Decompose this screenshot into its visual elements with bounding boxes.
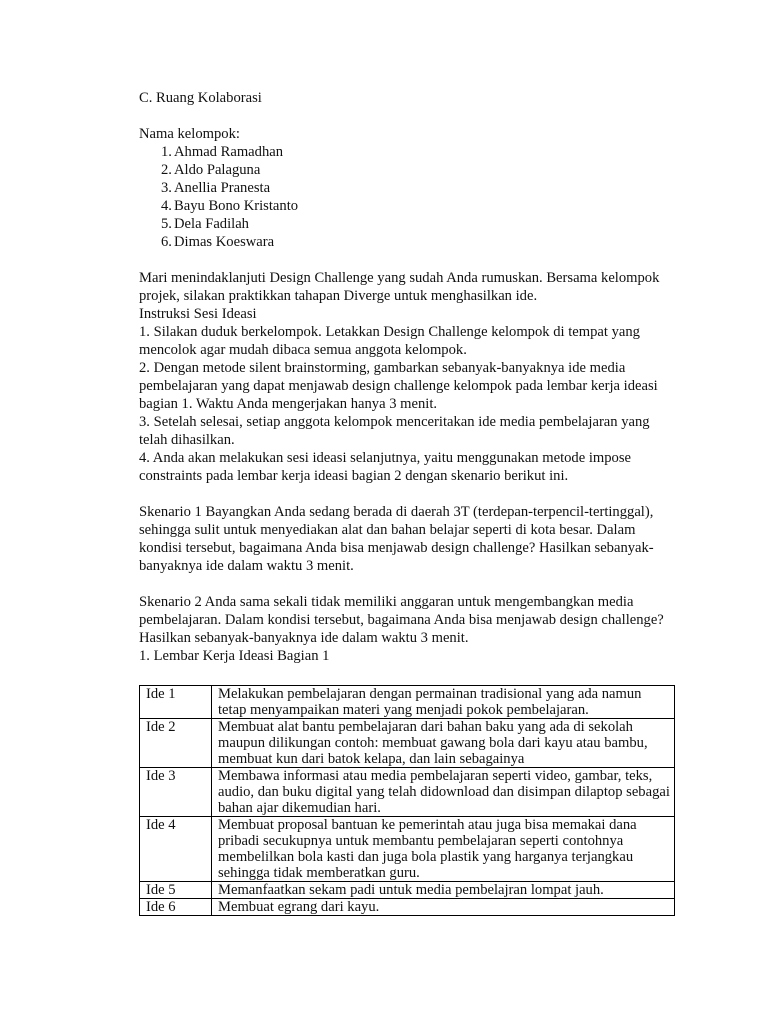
idea-text: Membuat proposal bantuan ke pemerintah atau juga bisa memakai dana pribadi secukupnya untuk membantu pembelajaran seperti contohnya membelilkan bola kasti dan juga bola plastik yang harganya terjangkau sehingga tidak memberatkan guru.: [212, 817, 675, 882]
table-row: [140, 768, 675, 817]
document-body: [139, 89, 679, 665]
table-row: [140, 882, 675, 899]
idea-text: Memanfaatkan sekam padi untuk media pembelajran lompat jauh.: [212, 882, 675, 899]
scenario-1: Skenario 1 Bayangkan Anda sedang berada di daerah 3T (terdepan-terpencil-tertinggal), sehingga sulit untuk menyediakan alat dan bahan belajar seperti di kota besar. Dalam kondisi tersebut, bagaimana Anda bisa menjawab design challenge? Hasilkan sebanyak-banyaknya ide dalam waktu 3 menit.: [139, 504, 654, 574]
instruction-item: 3. Setelah selesai, setiap anggota kelompok menceritakan ide media pembelajaran yang telah dihasilkan.: [139, 414, 650, 448]
idea-text: Membuat egrang dari kayu.: [212, 899, 675, 916]
list-item: 3. Anellia Pranesta: [161, 180, 271, 196]
idea-text: Membawa informasi atau media pembelajaran seperti video, gambar, teks, audio, dan buku digital yang telah didownload dan disimpan dilaptop sebagai bahan ajar dikemudian hari.: [212, 768, 675, 817]
idea-label: Ide 1: [140, 686, 212, 719]
worksheet-heading: 1. Lembar Kerja Ideasi Bagian 1: [139, 648, 330, 664]
intro-paragraph: Mari menindaklanjuti Design Challenge yang sudah Anda rumuskan. Bersama kelompok projek, silakan praktikkan tahapan Diverge untuk menghasilkan ide.: [139, 270, 660, 304]
table-row: [140, 719, 675, 768]
section-title: C. Ruang Kolaborasi: [139, 90, 262, 106]
table-row: [140, 817, 675, 882]
idea-label: Ide 3: [140, 768, 212, 817]
ideas-table: [139, 685, 675, 916]
instructions-heading: Instruksi Sesi Ideasi: [139, 306, 257, 322]
idea-label: Ide 2: [140, 719, 212, 768]
list-item: 4. Bayu Bono Kristanto: [161, 198, 299, 214]
instruction-item: 2. Dengan metode silent brainstorming, gambarkan sebanyak-banyaknya ide media pembelajaran yang dapat menjawab design challenge kelompok pada lembar kerja ideasi bagian 1. Waktu Anda mengerjakan hanya 3 menit.: [139, 360, 658, 412]
instruction-item: 4. Anda akan melakukan sesi ideasi selanjutnya, yaitu menggunakan metode impose constraints pada lembar kerja ideasi bagian 2 dengan skenario berikut ini.: [139, 450, 632, 484]
instruction-item: 1. Silakan duduk berkelompok. Letakkan Design Challenge kelompok di tempat yang mencolok agar mudah dibaca semua anggota kelompok.: [139, 324, 640, 358]
member-list: [139, 143, 679, 251]
idea-label: Ide 6: [140, 899, 212, 916]
group-label: Nama kelompok:: [139, 126, 240, 142]
scenario-2: Skenario 2 Anda sama sekali tidak memiliki anggaran untuk mengembangkan media pembelajaran. Dalam kondisi tersebut, bagaimana Anda bisa menjawab design challenge? Hasilkan sebanyak-banyaknya ide dalam waktu 3 menit.: [139, 594, 664, 646]
list-item: 5. Dela Fadilah: [161, 216, 249, 232]
list-item: 1. Ahmad Ramadhan: [161, 144, 284, 160]
table-row: [140, 899, 675, 916]
idea-label: Ide 4: [140, 817, 212, 882]
list-item: 6. Dimas Koeswara: [161, 234, 275, 250]
idea-text: Membuat alat bantu pembelajaran dari bahan baku yang ada di sekolah maupun dilikungan contoh: membuat gawang bola dari kayu atau bambu, membuat kun dari batok kelapa, dan lain sebagainya: [212, 719, 675, 768]
idea-text: Melakukan pembelajaran dengan permainan tradisional yang ada namun tetap menyampaikan materi yang menjadi pokok pembelajaran.: [212, 686, 675, 719]
table-row: [140, 686, 675, 719]
idea-label: Ide 5: [140, 882, 212, 899]
list-item: 2. Aldo Palaguna: [161, 162, 261, 178]
